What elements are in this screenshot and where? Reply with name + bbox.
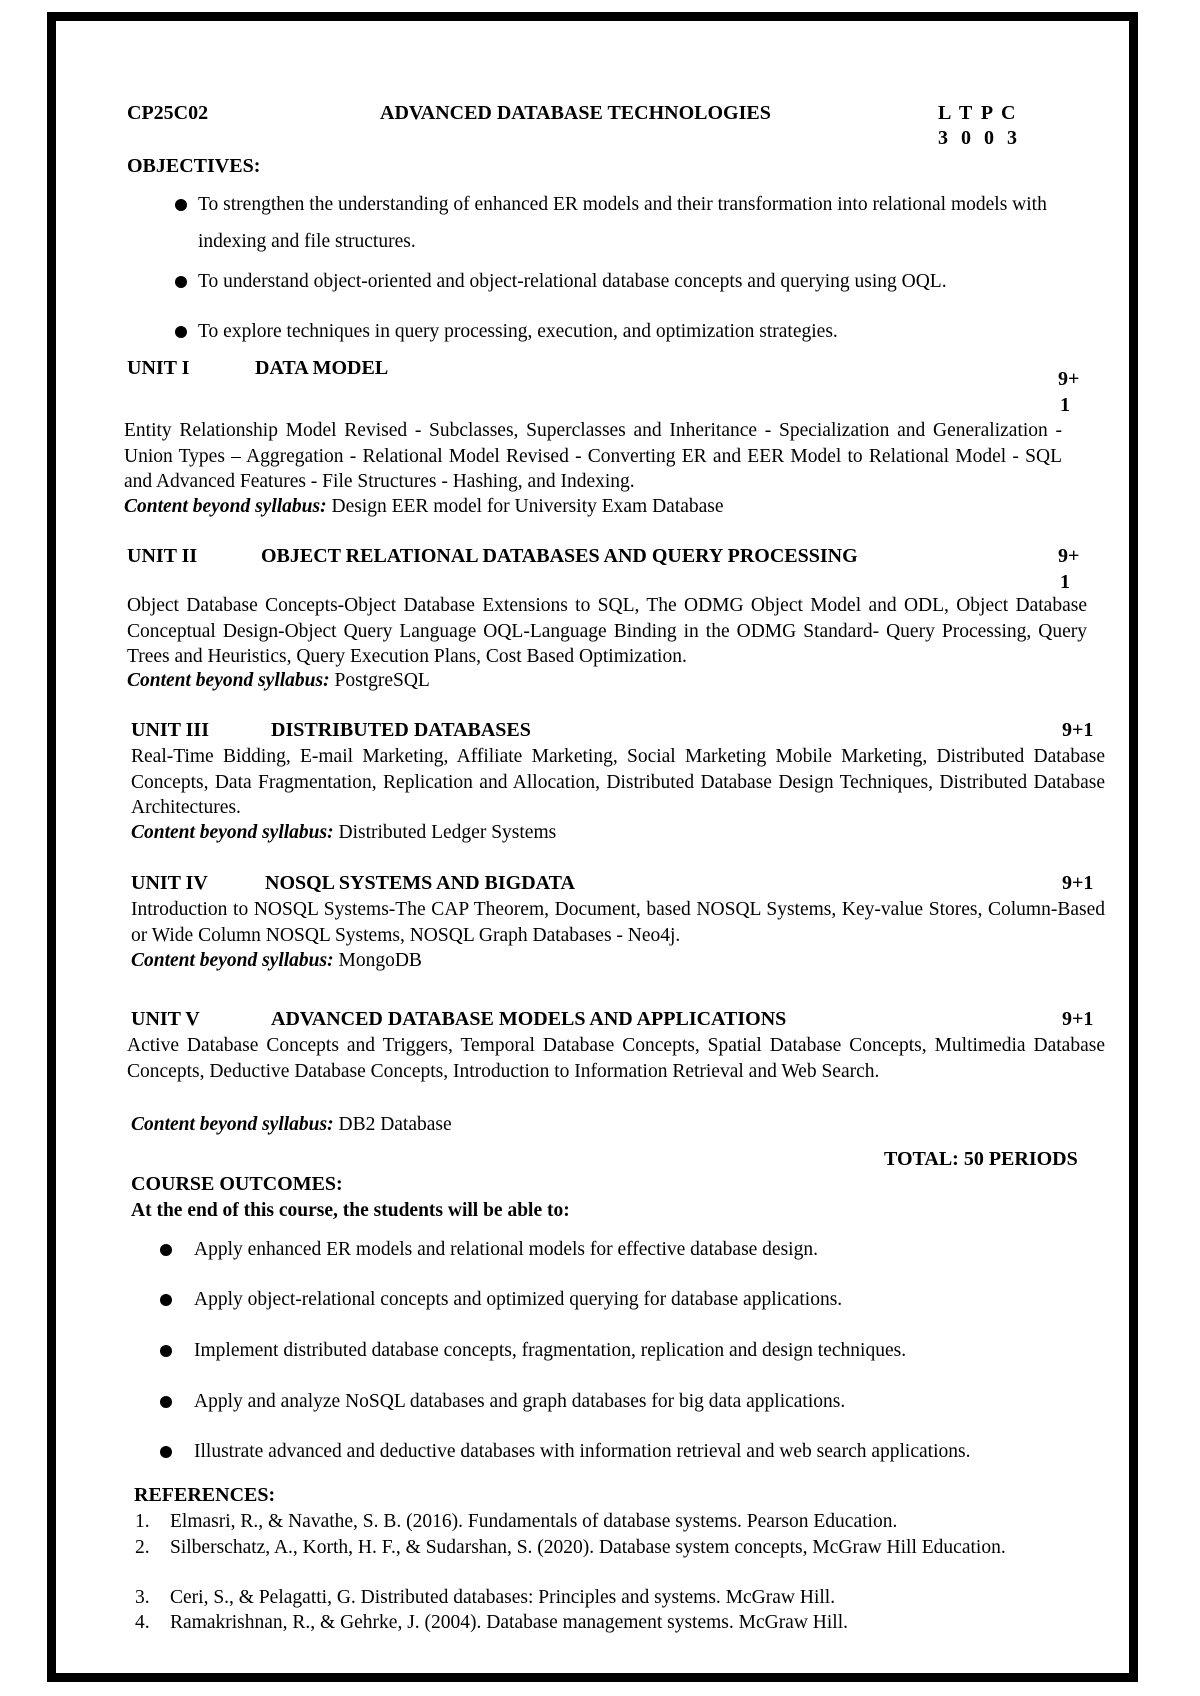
unit-label: UNIT I <box>127 357 190 379</box>
unit-hours: 1 <box>1060 571 1070 593</box>
bullet-icon <box>175 199 187 211</box>
unit-label: UNIT II <box>127 545 198 567</box>
unit-title: NOSQL SYSTEMS AND BIGDATA <box>265 872 575 894</box>
unit-hours: 9+1 <box>1062 1008 1094 1030</box>
outcome-item: Implement distributed database concepts, fragmentation, replication and design techniques. <box>194 1340 907 1361</box>
unit-content: Object Database Concepts-Object Database Extensions to SQL, The ODMG Object Model and ODL, Object Database Conceptual Design-Object Query Language OQL-Language Binding in the ODMG Standard- Query Processing, Query Trees and Heuristics, Query Execution Plans, Cost Based Optimization. <box>127 595 1087 667</box>
bullet-icon <box>175 326 187 338</box>
objectives-heading: OBJECTIVES: <box>127 155 261 177</box>
unit-label: UNIT III <box>131 719 209 741</box>
ltpc-values: 3 0 0 3 <box>938 127 1021 149</box>
outcome-item: Apply object-relational concepts and optimized querying for database applications. <box>194 1289 843 1310</box>
objective-item: To explore techniques in query processing, execution, and optimization strategies. <box>198 321 838 342</box>
outcome-item: Apply enhanced ER models and relational models for effective database design. <box>194 1239 818 1260</box>
unit-label: UNIT V <box>131 1008 200 1030</box>
bullet-icon <box>175 276 187 288</box>
unit-title: DATA MODEL <box>255 357 389 379</box>
objective-item: To strengthen the understanding of enhanced ER models and their transformation into relational models with indexing and file structures. <box>198 194 1047 252</box>
unit-hours: 1 <box>1060 394 1070 416</box>
unit-title: ADVANCED DATABASE MODELS AND APPLICATIONS <box>271 1008 787 1030</box>
content-beyond-syllabus: Content beyond syllabus: MongoDB <box>131 950 422 971</box>
total-periods: TOTAL: 50 PERIODS <box>884 1148 1078 1170</box>
unit-title: OBJECT RELATIONAL DATABASES AND QUERY PROCESSING <box>261 545 858 567</box>
objective-item: To understand object-oriented and object-relational database concepts and querying using OQL. <box>198 271 947 292</box>
unit-hours: 9+1 <box>1062 872 1094 894</box>
unit-content: Entity Relationship Model Revised - Subclasses, Superclasses and Inheritance - Specialization and Generalization - Union Types – Aggregation - Relational Model Revised - Converting ER and EER Model to Relational Model - SQL and Advanced Features - File Structures - Hashing, and Indexing. <box>124 420 1062 492</box>
outcomes-intro: At the end of this course, the students will be able to: <box>131 1200 570 1221</box>
bullet-icon <box>160 1294 172 1306</box>
unit-content: Real-Time Bidding, E-mail Marketing, Affiliate Marketing, Social Marketing Mobile Marketing, Distributed Database Concepts, Data Fragmentation, Replication and Allocation, Distributed Database Design Techniques, Distributed Database Architectures. <box>131 746 1105 818</box>
course-code: CP25C02 <box>127 102 209 124</box>
bullet-icon <box>160 1446 172 1458</box>
unit-title: DISTRIBUTED DATABASES <box>271 719 531 741</box>
outcomes-heading: COURSE OUTCOMES: <box>131 1173 343 1195</box>
bullet-icon <box>160 1345 172 1357</box>
course-title: ADVANCED DATABASE TECHNOLOGIES <box>380 102 771 124</box>
content-beyond-syllabus: Content beyond syllabus: Design EER model for University Exam Database <box>124 496 724 517</box>
content-beyond-syllabus: Content beyond syllabus: DB2 Database <box>131 1114 452 1135</box>
content-beyond-syllabus: Content beyond syllabus: Distributed Ledger Systems <box>131 822 557 843</box>
bullet-icon <box>160 1244 172 1256</box>
bullet-icon <box>160 1396 172 1408</box>
unit-hours: 9+ <box>1058 368 1080 390</box>
unit-hours: 9+ <box>1058 545 1080 567</box>
unit-content: Introduction to NOSQL Systems-The CAP Theorem, Document, based NOSQL Systems, Key-value Stores, Column-Based or Wide Column NOSQL Systems, NOSQL Graph Databases - Neo4j. <box>131 899 1105 946</box>
content-beyond-syllabus: Content beyond syllabus: PostgreSQL <box>127 670 430 691</box>
unit-hours: 9+1 <box>1062 719 1094 741</box>
outcome-item: Apply and analyze NoSQL databases and graph databases for big data applications. <box>194 1391 846 1412</box>
references-heading: REFERENCES: <box>134 1484 276 1506</box>
unit-label: UNIT IV <box>131 872 208 894</box>
ltpc-label: L T P C <box>938 102 1018 124</box>
unit-content: Active Database Concepts and Triggers, Temporal Database Concepts, Spatial Database Concepts, Multimedia Database Concepts, Deductive Database Concepts, Introduction to Information Retrieval and Web Search. <box>127 1035 1105 1082</box>
outcome-item: Illustrate advanced and deductive databases with information retrieval and web search applications. <box>194 1441 971 1462</box>
